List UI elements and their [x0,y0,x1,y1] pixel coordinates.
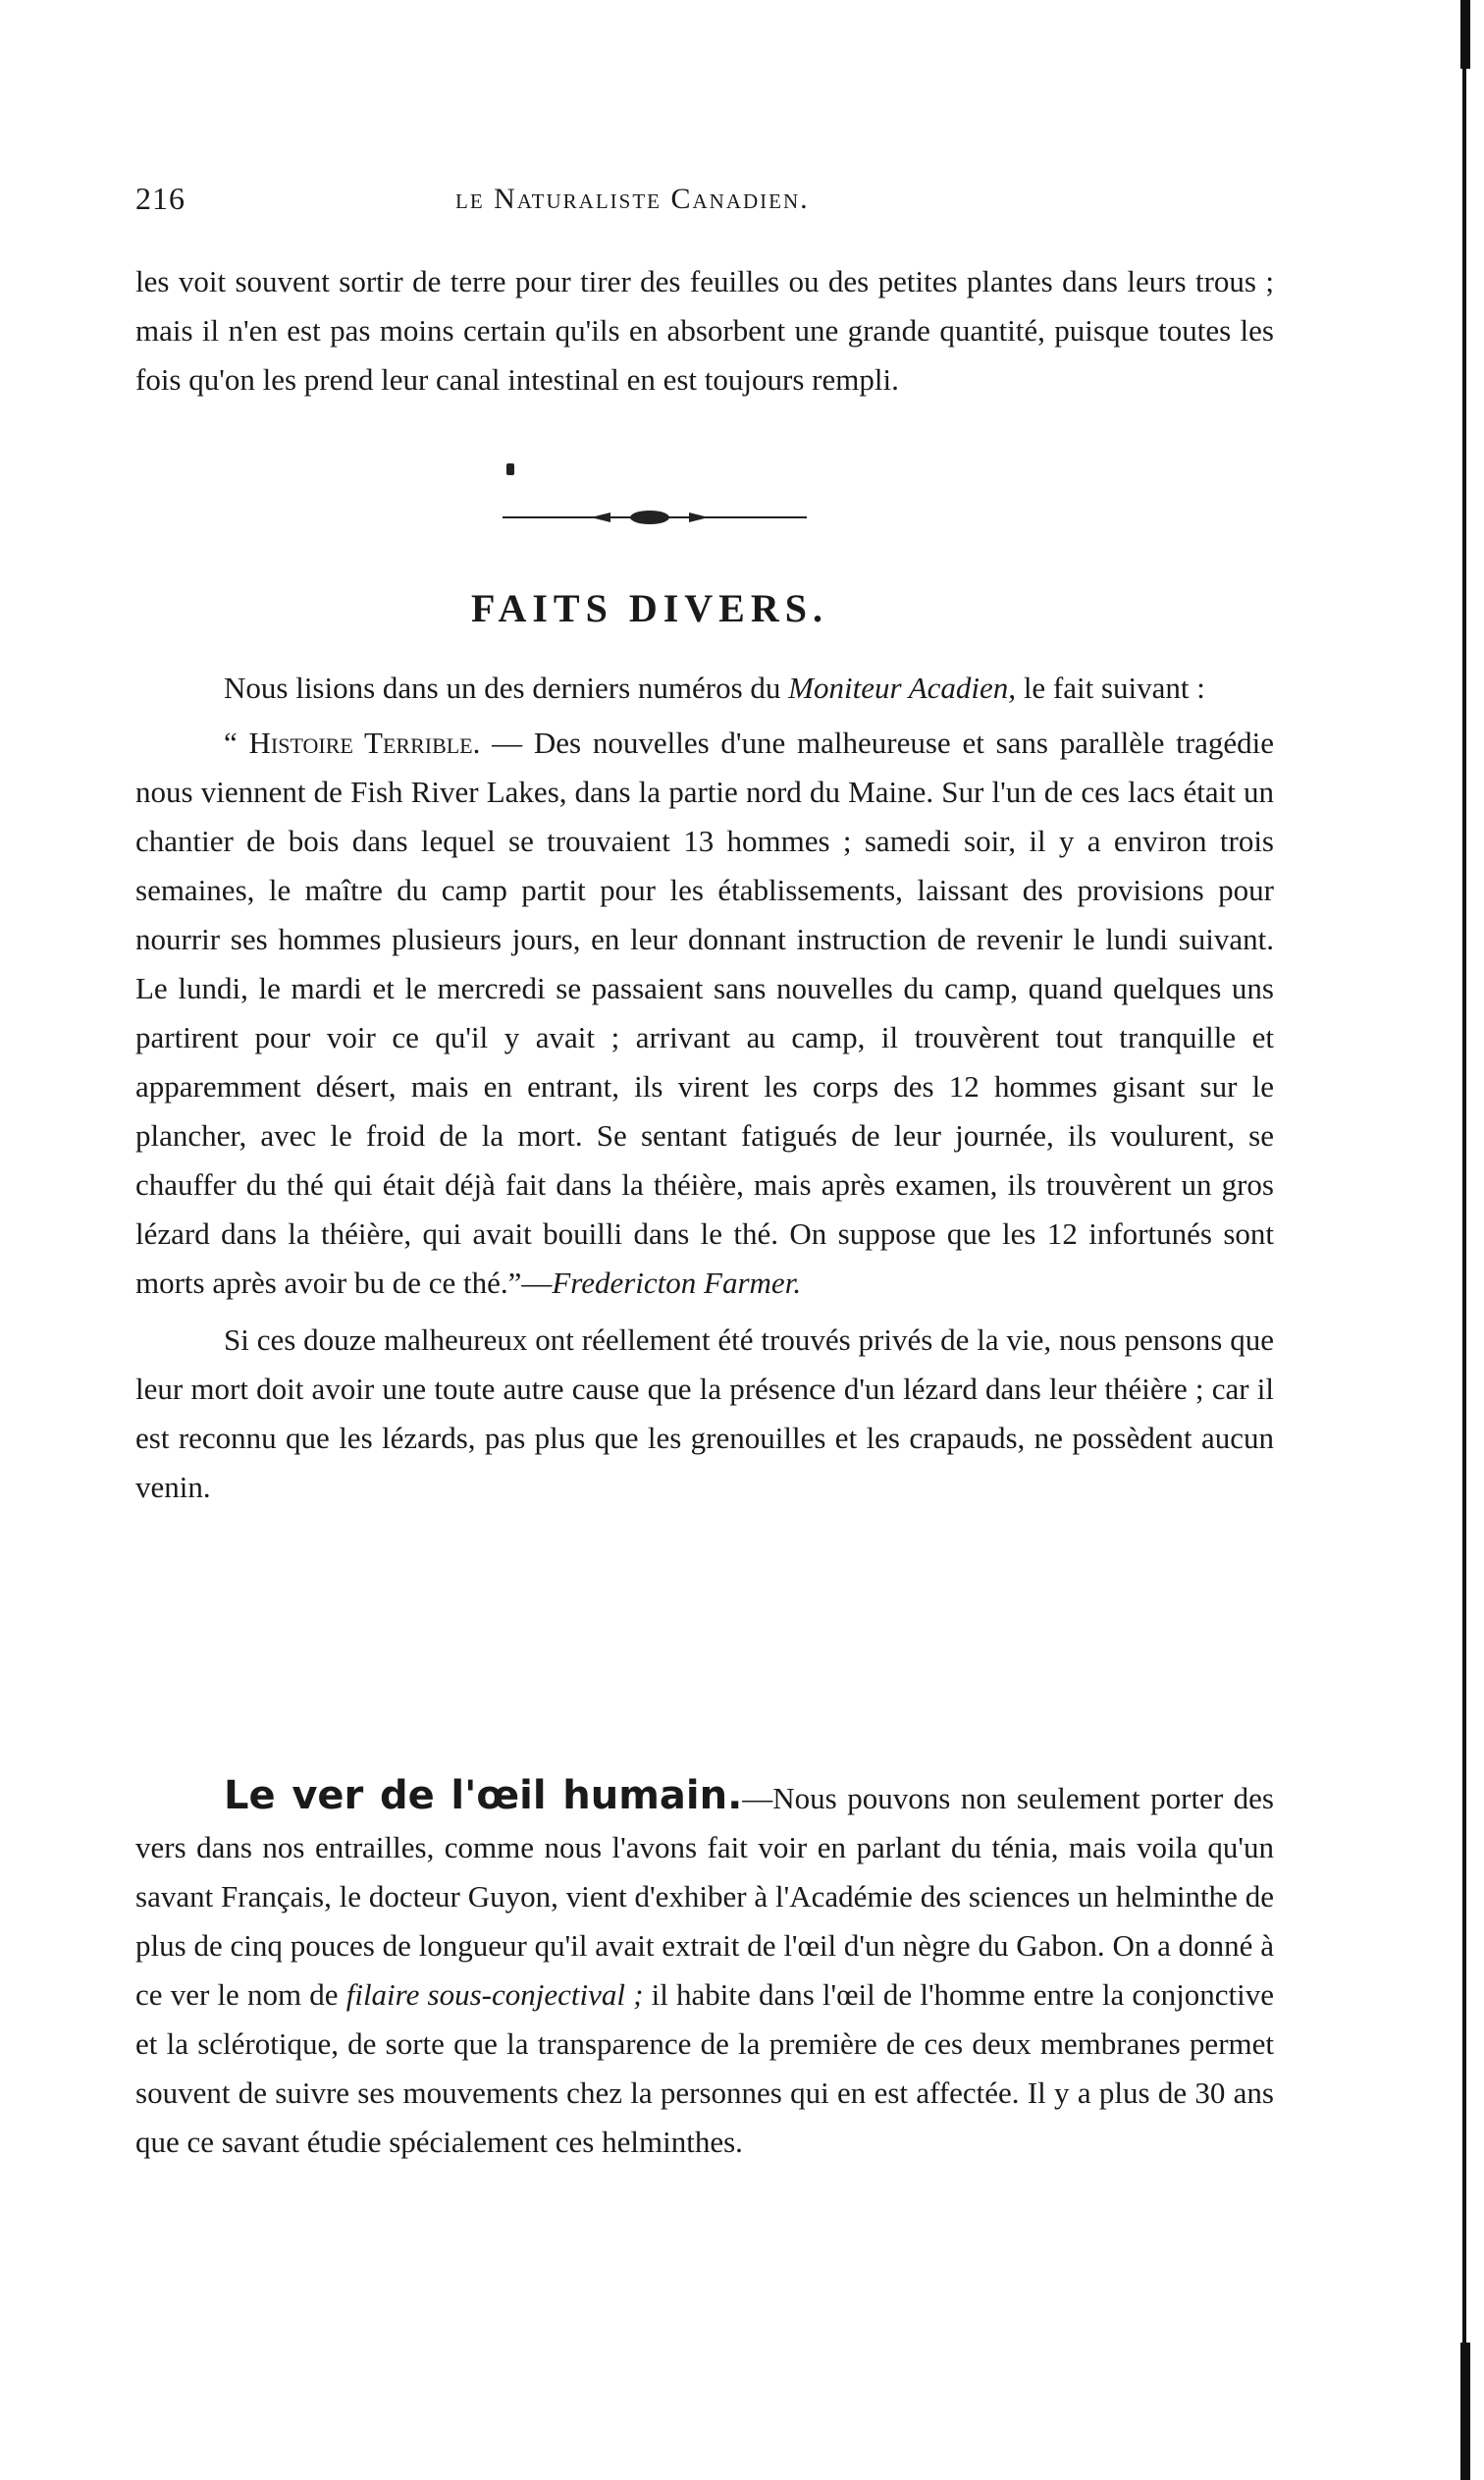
page-header [135,181,1274,230]
binding-edge [1462,0,1466,2480]
commentary-paragraph: Si ces douze malheureux ont réellement été trouvés privés de la vie, nous pensons que leur mort doit avoir une toute autre cause que la présence d'un lézard dans leur théière ; car il est reconnu que les lézards, pas plus que les grenouilles et les crapauds, ne possèdent aucun venin. [135,1322,1274,1504]
worm-name: filaire sous-conjectival ; [345,1977,644,2012]
article-title: Le ver de l'œil humain. [224,1773,743,1818]
binding-edge-bottom-mark [1460,2343,1470,2480]
story-headline: “ Histoire Terrible. [224,726,481,760]
intro-sentence [135,664,1274,713]
stray-dot-mark [506,463,514,475]
ver-article-paragraph [135,1771,1274,2167]
intro-sentence-end: le fait suivant : [1016,671,1205,705]
quoted-story [135,719,1274,1308]
section-title: FAITS DIVERS. [471,586,828,630]
newspaper-name: Moniteur Acadien, [788,671,1017,705]
binding-edge-top-mark [1460,0,1470,69]
story-source: Fredericton Farmer. [552,1266,802,1300]
page-number: 216 [135,181,186,216]
running-head: le Naturaliste Canadien. [455,183,810,215]
intro-paragraph: les voit souvent sortir de terre pour tirer des feuilles ou des petites plantes dans leurs trous ; mais il n'en est pas moins certain qu'ils en absorbent une grande quantité, puisque toutes les fois qu'on les prend leur canal intestinal en est toujours rempli. [135,264,1274,397]
article-body-start: —Nous pouvons non seulement porter des vers dans nos entrailles, comme nous l'avons fait voir en parlant du ténia, mais voila qu'un savant Français, le docteur Guyon, vient d'exhiber à l'Académie des sciences un helminthe de plus de cinq pouces de longueur qu'il avait extrait de l'œil d'un nègre du Gabon. On a donné à ce ver le nom de [135,1781,1274,2012]
intro-sentence-start: Nous lisions dans un des derniers numéros du [224,671,789,705]
article-body-end: il habite dans l'œil de l'homme entre la conjonctive et la sclérotique, de sorte que la transparence de la première de ces deux membranes permet souvent de suivre ses mouvements chez la personnes qui en est affectée. Il y a plus de 30 ans que ce savant étudie spécialement ces helminthes. [135,1977,1274,2159]
faits-divers-body [135,664,1274,1512]
intro-paragraph-block [135,257,1274,404]
section-divider-ornament [503,503,807,532]
ver-article [135,1771,1274,2167]
story-body: — Des nouvelles d'une malheureuse et sans parallèle tragédie nous viennent de Fish River Lakes, dans la partie nord du Maine. Sur l'un de ces lacs était un chantier de bois dans lequel se trouvaient 13 hommes ; samedi soir, il y a environ trois semaines, le maître du camp partit pour les établissements, laissant des provisions pour nourrir ses hommes plusieurs jours, en leur donnant instruction de revenir le lundi suivant. Le lundi, le mardi et le mercredi se passaient sans nouvelles du camp, quand quelques uns partirent pour voir ce qu'il y avait ; arrivant au camp, il trouvèrent tout tranquille et apparemment désert, mais en entrant, ils virent les corps des 12 hommes gisant sur le plancher, avec le froid de la mort. Se sentant fatigués de leur journée, ils voulurent, se chauffer du thé qui était déjà fait dans la théière, mais après examen, ils trouvèrent un gros lézard dans la théière, qui avait bouilli dans le thé. On suppose que les 12 infortunés sont morts après avoir bu de ce thé.”— [135,726,1274,1300]
